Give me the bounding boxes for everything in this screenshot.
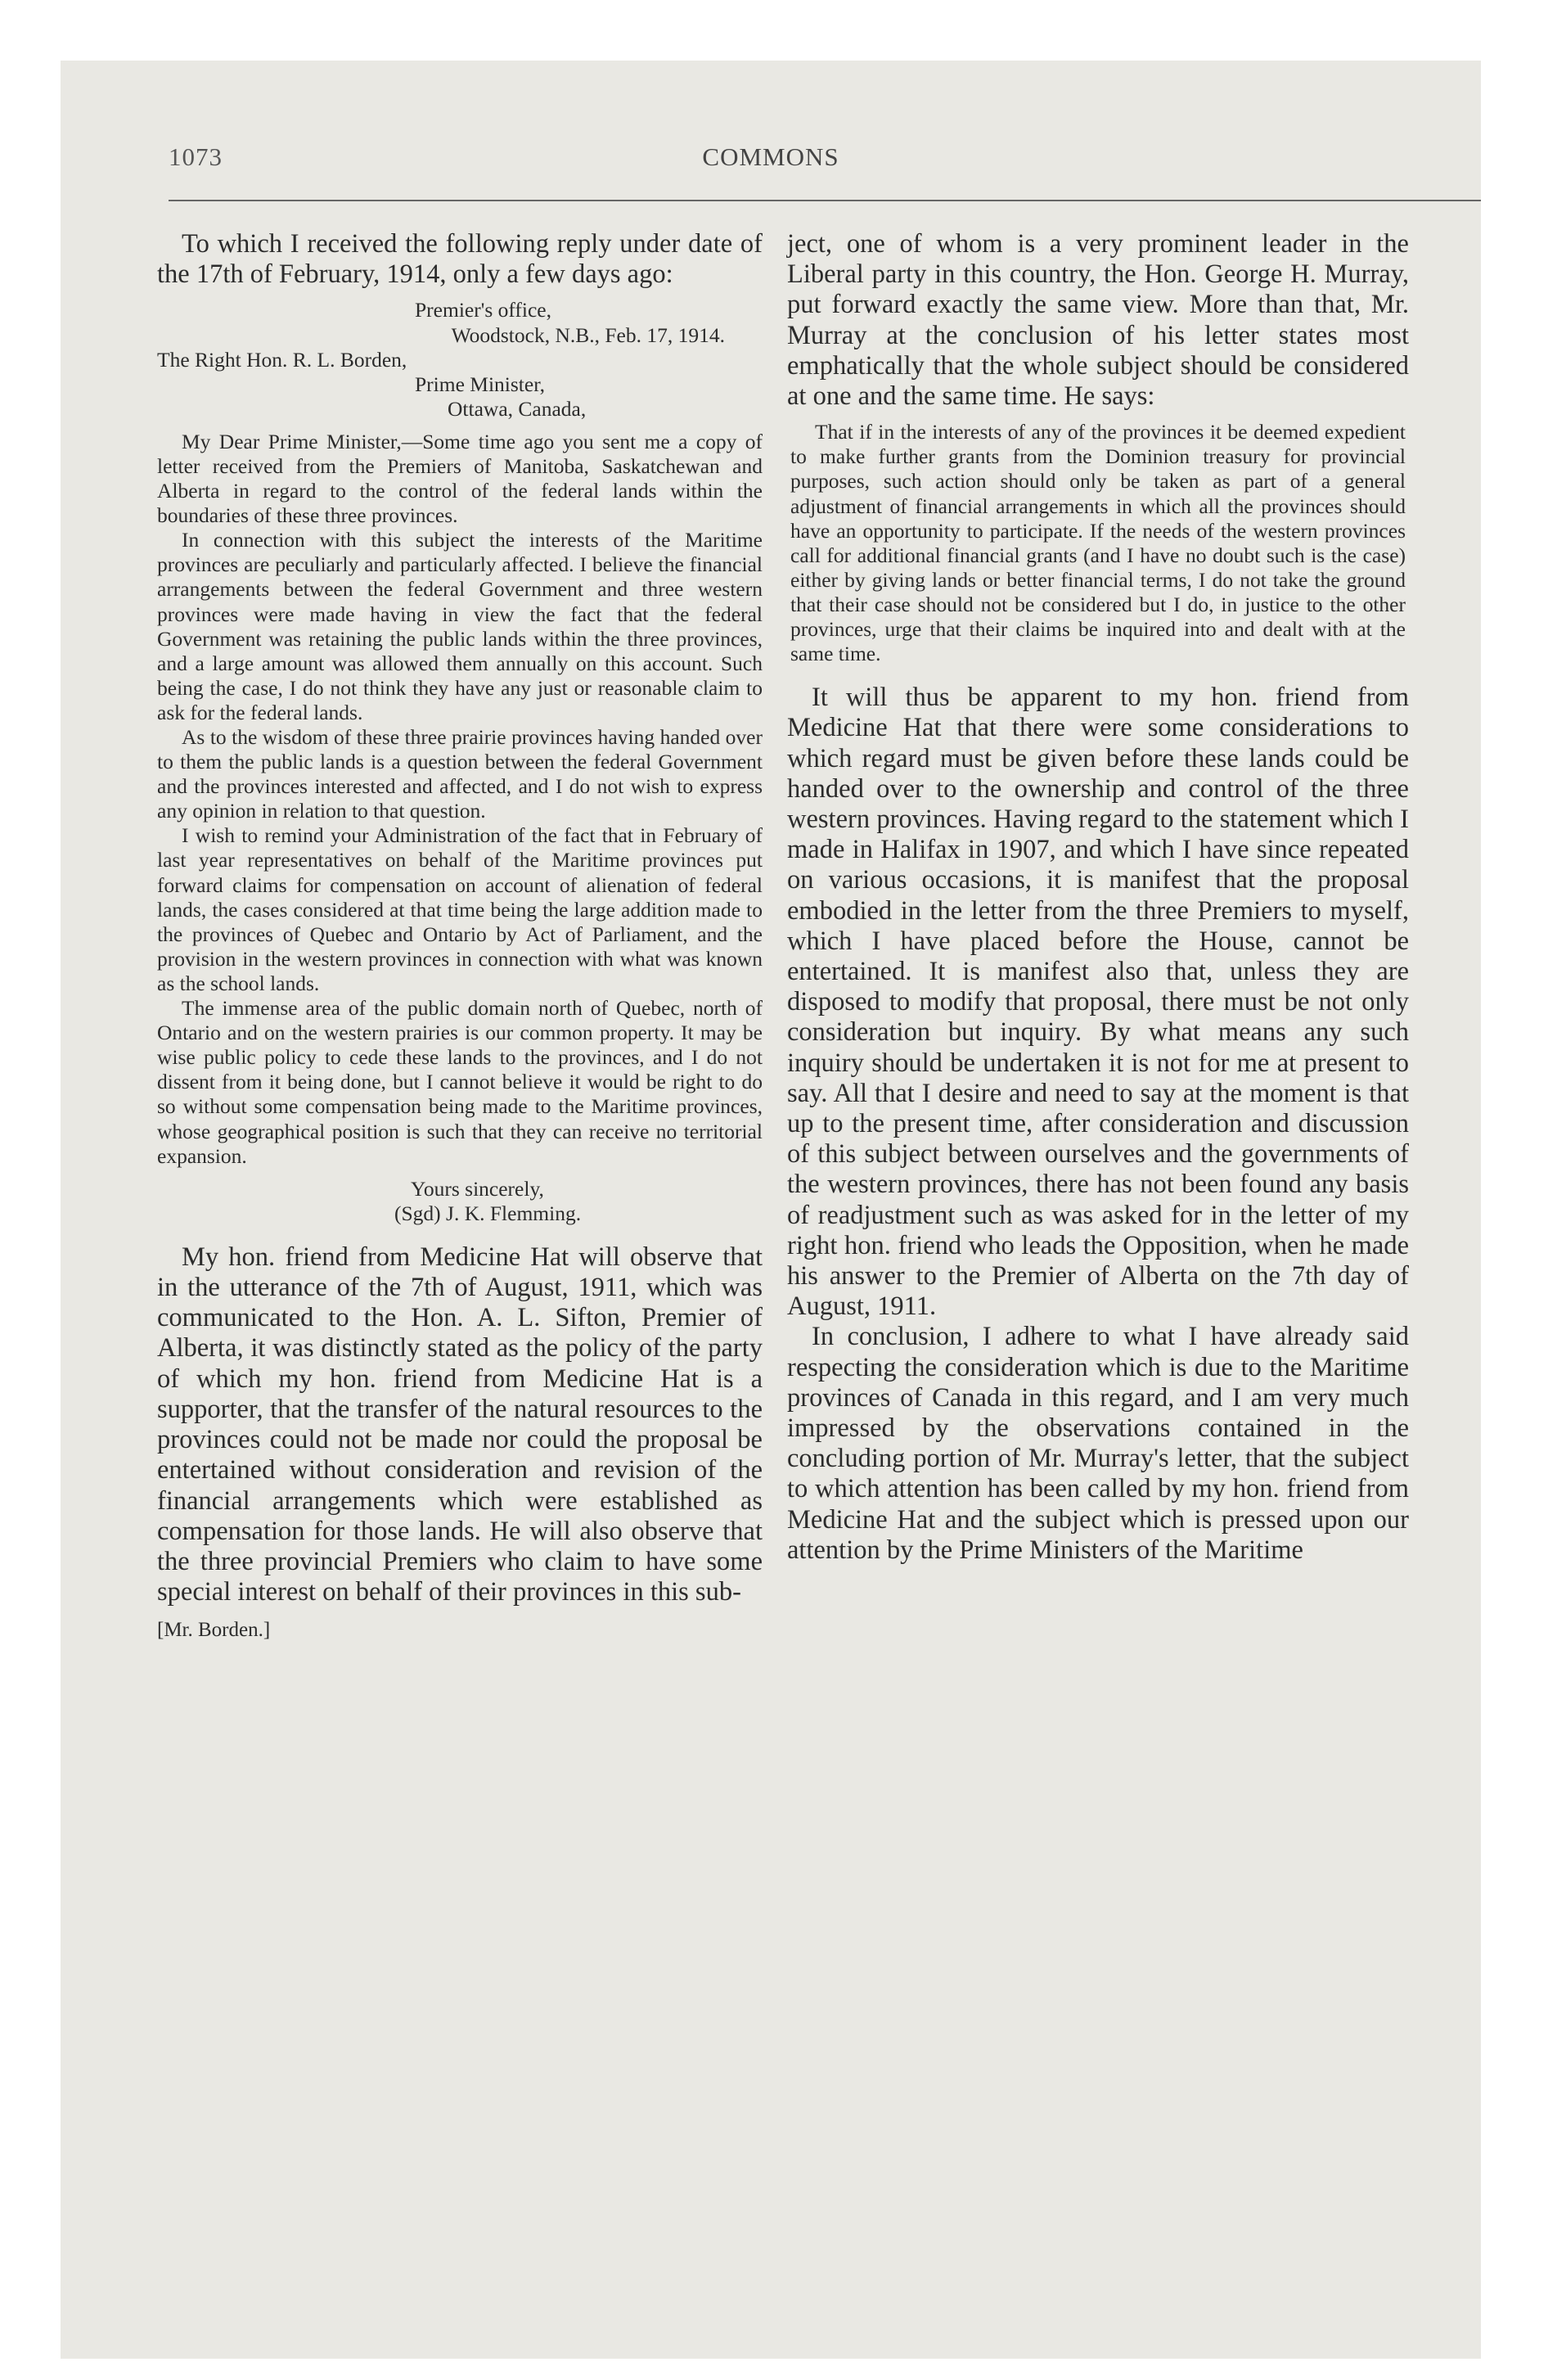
letter-signature: (Sgd) J. K. Flemming. [394, 1201, 582, 1225]
letter-addressee: The Right Hon. R. L. Borden, [157, 347, 407, 372]
body-paragraph: It will thus be apparent to my hon. friend from Medicine Hat that there were some considerations to which regard must be given before these lands could be handed over to the ownership and control of the three western provinces. Having regard to the statement which I made in Halifax in 1907, and which I have since repeated on various occasions, it is manifest that the proposal embodied in the letter from the three Premiers to myself, which I have placed before the House, cannot be entertained. It is manifest also that, unless they are disposed to modify that proposal, there must be not only consideration but inquiry. By what means any such inquiry should be undertaken it is not for me at present to say. All that I desire and need to say at the moment is that up to the present time, after consideration and discussion of this subject between ourselves and the governments of the western provinces, there has not been found any basis of readjustment such as was asked for in the letter of my right hon. friend who leads the Opposition, when he made his answer to the Premier of Alberta on the 7th day of August, 1911. [787, 683, 1409, 1322]
letter-closing: Yours sincerely, [411, 1176, 544, 1201]
continued-paragraph: ject, one of whom is a very prominent leader in the Liberal party in this country, the Hon. George H. Murray, put forward exactly the same view. More than that, Mr. Murray at the conclusion of his letter states most emphatically that the whole subject should be considered at one and the same time. He says: [787, 229, 1409, 412]
letter [157, 298, 763, 1225]
body-paragraph: My hon. friend from Medicine Hat will observe that in the utterance of the 7th of August, 1911, which was communicated to the Hon. A. L. Sifton, Premier of Alberta, it was distinctly stated as the policy of the party of which my hon. friend from Medicine Hat is a supporter, that the transfer of the natural resources to the provinces could not be made nor could the proposal be entertained without consideration and revision of the financial arrangements which were established as compensation for those lands. He will also observe that the three provincial Premiers who claim to have some special interest on behalf of their provinces in this sub- [157, 1242, 763, 1607]
page-number: 1073 [169, 142, 223, 171]
left-column [157, 229, 763, 1662]
letter-from-office: Premier's office, [415, 298, 551, 322]
body-paragraph: In conclusion, I adhere to what I have already said respecting the consideration which is due to the Maritime provinces of Canada in this regard, and I am very much impressed by the observations contained in the concluding portion of Mr. Murray's letter, that the subject to which attention has been called by my hon. friend from Medicine Hat and the subject which is pressed upon our attention by the Prime Ministers of the Maritime [787, 1322, 1409, 1565]
page [61, 61, 1481, 2359]
letter-paragraph: My Dear Prime Minister,—Some time ago you sent me a copy of letter received from the Premiers of Manitoba, Saskatchewan and Alberta in regard to the control of the federal lands within the boundaries of these three provinces. [157, 429, 763, 528]
header-rule [169, 200, 1481, 201]
letter-paragraph: I wish to remind your Administration of the fact that in February of last year representatives on behalf of the Maritime provinces put forward claims for compensation on account of alienation of federal lands, the cases considered at that time being the large addition made to the provinces of Quebec and Ontario by Act of Parliament, and the provision in the western provinces in connection with what was known as the school lands. [157, 823, 763, 995]
right-column [787, 229, 1409, 1566]
letter-paragraph: As to the wisdom of these three prairie provinces having handed over to them the public lands is a question between the federal Government and the provinces interested and affected, and I do not wish to express any opinion in relation to that question. [157, 725, 763, 823]
letter-addressee-city: Ottawa, Canada, [448, 396, 587, 421]
letter-place-date: Woodstock, N.B., Feb. 17, 1914. [451, 322, 725, 347]
speaker-attribution: [Mr. Borden.] [157, 1619, 271, 1642]
running-head: COMMONS [702, 142, 839, 171]
letter-paragraph: The immense area of the public domain north of Quebec, north of Ontario and on the western prairies is our common property. It may be wise public policy to cede these lands to the provinces, and I do not dissent from it being done, but I cannot believe it would be right to do so without some compensation being made to the Maritime provinces, whose geographical position is such that they can receive no territorial expansion. [157, 996, 763, 1168]
quoted-extract: That if in the interests of any of the provinces it be deemed expedient to make further grants from the Dominion treasury for provincial purposes, such action should only be taken as part of a general adjustment of financial arrangements in which all the provinces should have an opportunity to participate. If the needs of the western provinces call for additional financial grants (and I have no doubt such is the case) either by giving lands or better financial terms, I do not take the ground that their case should not be considered but I do, in justice to the other provinces, urge that their claims be inquired into and dealt with at the same time. [790, 420, 1406, 666]
letter-addressee-title: Prime Minister, [415, 372, 546, 396]
intro-paragraph: To which I received the following reply under date of the 17th of February, 1914, only a few days ago: [157, 229, 763, 290]
letter-paragraph: In connection with this subject the interests of the Maritime provinces are peculiarly and particularly affected. I believe the financial arrangements between the federal Government and three western provinces were made having in view the fact that the federal Government was retaining the public lands within the three provinces, and a large amount was allowed them annually on this account. Such being the case, I do not think they have any just or reasonable claim to ask for the federal lands. [157, 528, 763, 724]
